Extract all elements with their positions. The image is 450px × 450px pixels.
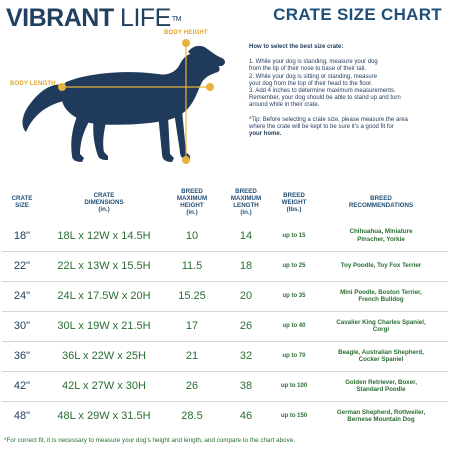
instruction-line: from the tip of their nose to base of their tail. [249, 66, 367, 73]
cell-max-length: 26 [218, 311, 274, 341]
tip-line: *Tip: Before selecting a crate size, please measure the area [249, 116, 408, 123]
header-line: (in.) [186, 209, 198, 216]
cell-max-height: 28.5 [166, 401, 218, 431]
cell-weight: up to 15 [282, 232, 306, 239]
header-recommendations [314, 183, 448, 221]
header-line: CRATE [93, 191, 115, 199]
instructions-panel [249, 44, 445, 138]
cell-dimensions: 18L x 12W x 14.5H [57, 229, 151, 242]
cell-max-height: 17 [166, 311, 218, 341]
cell-max-length: 18 [218, 251, 274, 281]
header-max-height [166, 183, 218, 221]
cell-crate-size: 36" [2, 341, 42, 371]
table-row [2, 281, 448, 311]
body-height-label: BODY HEIGHT [164, 30, 208, 36]
cell-crate-size: 24" [2, 281, 42, 311]
instruction-line: your dog from the top of their head to the floor. [249, 80, 373, 87]
crate-size-table [2, 183, 448, 431]
cell-weight: up to 25 [274, 251, 314, 281]
header-crate-size [2, 183, 42, 221]
header-line: BREED [370, 195, 392, 202]
recommendation-line: Standard Poodle [356, 386, 406, 393]
header-line: BREED [181, 188, 203, 195]
page-title: CRATE SIZE CHART [273, 5, 442, 24]
cell-dimensions: 24L x 17.5W x 20H [42, 281, 166, 311]
instruction-line: around while in their crate. [249, 102, 320, 109]
footnote: *For correct fit, it is necessary to measure your dog's height and length, and compare to the chart above. [4, 437, 296, 444]
recommendation-line: French Bulldog [358, 296, 404, 303]
cell-recommendations [314, 311, 448, 341]
cell-max-height: 10 [185, 229, 199, 242]
header-line: MAXIMUM [230, 195, 262, 202]
header-line: (in.) [98, 205, 110, 213]
cell-recommendations [314, 371, 448, 401]
brand-logo-light: LIFE [113, 4, 171, 32]
instruction-line: 3. Add 4 inches to determine maximum measurements. [249, 88, 396, 95]
instructions-tip [249, 117, 445, 139]
header-line: BREED [235, 188, 257, 195]
tip-emphasis: your home. [249, 131, 282, 138]
header-line: SIZE [15, 202, 29, 209]
instruction-line: 1. While your dog is standing, measure your dog [249, 59, 378, 66]
table-row [2, 221, 448, 251]
header-line: CRATE [11, 195, 33, 202]
recommendation-line: Corgi [372, 326, 390, 333]
cell-dimensions: 42L x 27W x 30H [42, 371, 166, 401]
header-line: DIMENSIONS [84, 198, 124, 206]
cell-max-length: 38 [218, 371, 274, 401]
header-weight [274, 183, 314, 221]
cell-max-length: 20 [218, 281, 274, 311]
table-row [2, 311, 448, 341]
brand-logo-bold: VIBRANT [6, 4, 114, 32]
table-body [2, 221, 448, 431]
table-row [2, 251, 448, 281]
recommendation-line: Toy Poodle, Toy Fox Terrier [340, 262, 422, 270]
cell-crate-size: 48" [2, 401, 42, 431]
recommendation-line: Mini Poodle, Boston Terrier, [340, 288, 422, 296]
cell-recommendations [314, 401, 448, 431]
body-length-label: BODY LENGTH [10, 81, 56, 87]
cell-recommendations [314, 341, 448, 371]
recommendation-line: Cavalier King Charles Spaniel, [336, 318, 426, 326]
instruction-line: Remember, your dog should be able to stand up and turn [249, 95, 401, 102]
header-line: (lbs.) [286, 205, 302, 213]
instructions-steps [249, 59, 445, 109]
cell-max-length: 46 [218, 401, 274, 431]
table-row [2, 401, 448, 431]
cell-dimensions: 22L x 13W x 15.5H [42, 251, 166, 281]
cell-weight: up to 150 [274, 401, 314, 431]
instructions-heading: How to select the best size crate: [249, 44, 344, 50]
cell-crate-size: 22" [2, 251, 42, 281]
cell-max-height: 26 [166, 371, 218, 401]
header-crate-dimensions [42, 183, 166, 221]
table-row [2, 341, 448, 371]
recommendation-line: Chihuahua, Miniature [349, 228, 413, 236]
brand-trademark: TM [171, 16, 181, 23]
cell-max-height: 11.5 [166, 251, 218, 281]
dog-measurement-illustration [0, 26, 245, 176]
header-line: RECOMMENDATIONS [348, 202, 414, 209]
cell-max-height: 15.25 [166, 281, 218, 311]
cell-recommendations [314, 251, 448, 281]
cell-crate-size: 18" [13, 229, 31, 242]
header-line: HEIGHT [180, 202, 204, 209]
cell-weight: up to 70 [274, 341, 314, 371]
cell-recommendations [314, 221, 448, 251]
recommendation-line: Pinscher, Yorkie [357, 235, 405, 243]
header-line: WEIGHT [281, 198, 307, 206]
header-line: LENGTH [233, 202, 259, 209]
header-line: MAXIMUM [176, 195, 208, 202]
cell-dimensions: 30L x 19W x 21.5H [42, 311, 166, 341]
table-header-row [2, 183, 448, 221]
header-line: (in.) [240, 209, 252, 216]
cell-max-length: 14 [239, 229, 253, 242]
recommendation-line: Golden Retriever, Boxer, [345, 378, 417, 386]
header-line: BREED [283, 191, 305, 199]
recommendation-line: German Shepherd, Rottweiler, [336, 408, 426, 416]
recommendation-line: Beagle, Australian Shepherd, [338, 348, 424, 356]
table-row [2, 371, 448, 401]
instruction-line: 2. While your dog is sitting or standing, measure [249, 73, 378, 80]
cell-dimensions: 48L x 29W x 31.5H [42, 401, 166, 431]
cell-weight: up to 35 [274, 281, 314, 311]
recommendation-line: Bernese Mountain Dog [347, 416, 415, 424]
cell-max-height: 21 [166, 341, 218, 371]
cell-crate-size: 30" [2, 311, 42, 341]
cell-weight: up to 100 [274, 371, 314, 401]
cell-recommendations [314, 281, 448, 311]
cell-weight: up to 40 [274, 311, 314, 341]
header-max-length [218, 183, 274, 221]
cell-crate-size: 42" [2, 371, 42, 401]
cell-max-length: 32 [218, 341, 274, 371]
recommendation-line: Cocker Spaniel [358, 356, 404, 363]
tip-line: where the crate will be kept to be sure it's a good fit for [249, 123, 394, 130]
cell-dimensions: 36L x 22W x 25H [42, 341, 166, 371]
dog-silhouette-icon [0, 26, 245, 176]
